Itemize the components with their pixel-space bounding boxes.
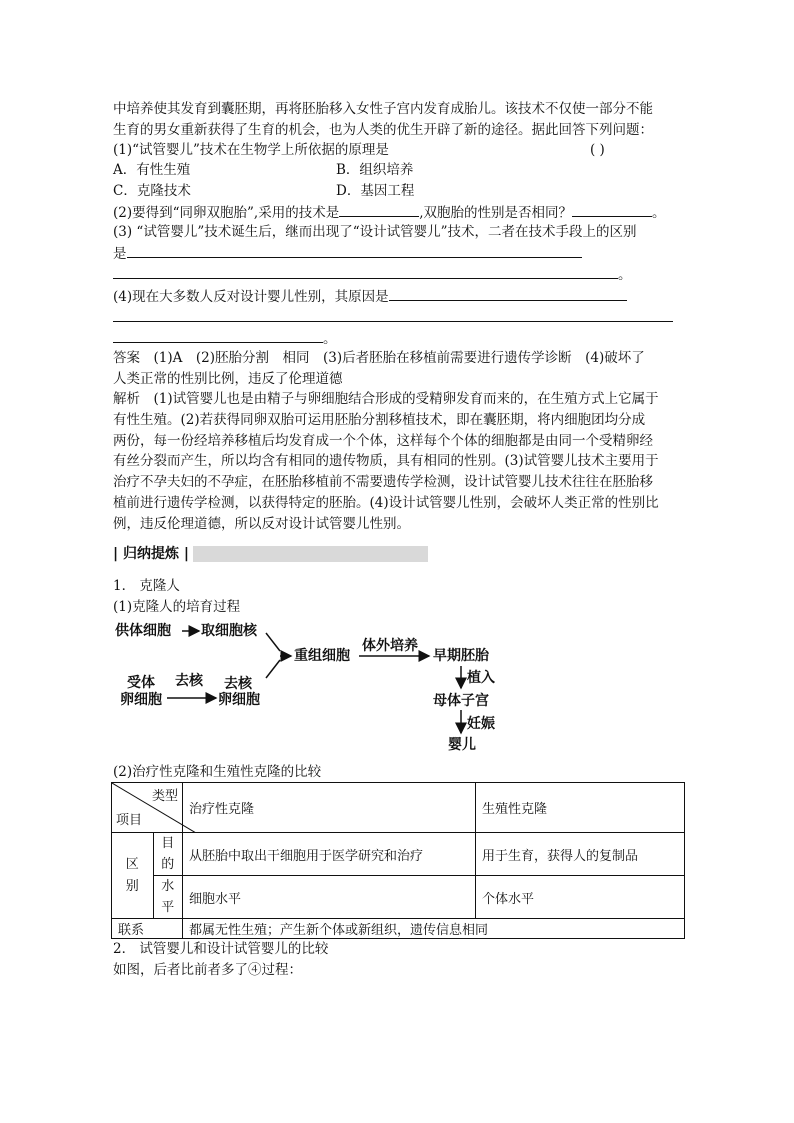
pregnancy-label: 妊娠 (467, 716, 495, 732)
table-diff-label (112, 833, 154, 919)
analysis-line-2: 有性生殖。(2)若获得同卵双胎可运用胚胎分割移植技术，即在囊胚期，将内细胞团均分成 (113, 412, 646, 428)
item-1-sub-2: (2)治疗性克隆和生殖性克隆的比较 (113, 764, 322, 780)
answer-blank[interactable] (389, 286, 627, 301)
question-4-end: 。 (323, 331, 337, 347)
table-purpose-text: 目的 (161, 836, 175, 872)
item-2-title: 2． 试管婴儿和设计试管婴儿的比较 (113, 941, 329, 957)
table-header-therapeutic: 治疗性克隆 (183, 783, 476, 833)
question-4 (113, 286, 627, 307)
answer-blank[interactable] (572, 202, 652, 217)
analysis-line-5: 治疗不孕夫妇的不孕症，在胚胎移植前不需要遗传学检测，设计试管婴儿技术往往在胚胎移 (113, 474, 653, 490)
table-corner-cell (112, 783, 183, 833)
enucleated-egg-label-2: 卵细胞 (218, 692, 260, 708)
maternal-uterus-label: 母体子宫 (433, 693, 489, 709)
table-row (112, 919, 685, 939)
option-a: A．有性生殖 (113, 162, 191, 178)
early-embryo-label: 早期胚胎 (433, 648, 489, 664)
table-header-reproductive: 生殖性克隆 (476, 783, 685, 833)
answer-blank[interactable] (127, 243, 582, 258)
option-b: B．组织培养 (336, 162, 414, 178)
question-2-end: 。 (652, 205, 666, 221)
table-level-therapeutic: 细胞水平 (183, 876, 476, 919)
analysis-line-4: 有丝分裂而产生，所以均含有相同的遗传物质，具有相同的性别。(3)试管婴儿技术主要用于 (113, 453, 659, 469)
answer-blank[interactable] (113, 307, 673, 322)
table-purpose-therapeutic: 从胚胎中取出干细胞用于医学研究和治疗 (183, 833, 476, 876)
question-2-part-2: ,双胞胎的性别是否相同？ (419, 205, 573, 221)
table-diff-text: 区别 (125, 856, 139, 894)
enucleated-egg-label-1: 去核 (224, 676, 252, 692)
question-3-line-1: (3) “试管婴儿”技术诞生后，继而出现了“设计试管婴儿”技术，二者在技术手段上的区别 (113, 224, 637, 240)
cloning-process-diagram (113, 620, 513, 760)
section-title: | 归纳提炼 | (113, 544, 193, 564)
question-3-line-2 (113, 243, 582, 264)
table-header-type: 类型 (151, 789, 178, 804)
intro-line-1: 中培养使其发育到囊胚期，再将胚胎移入女性子宫内发育成胎儿。该技术不仅使一部分不能 (113, 101, 653, 117)
analysis-line-3: 两份，每一份经培养移植后均发育成一个个体，这样每个个体的细胞都是由同一个受精卵经 (113, 433, 653, 449)
table-level-text: 水平 (161, 879, 175, 915)
question-2-part-1: (2)要得到“同卵双胞胎”,采用的技术是 (113, 205, 340, 221)
table-relation-text: 都属无性生殖；产生新个体或新组织，遗传信息相同 (183, 919, 685, 939)
answer-blank[interactable] (339, 202, 419, 217)
question-3-end: 。 (618, 267, 632, 283)
item-1-sub-1: (1)克隆人的培育过程 (113, 599, 241, 615)
recipient-egg-label-1: 受体 (127, 675, 155, 691)
table-level-reproductive: 个体水平 (476, 876, 685, 919)
table-row (112, 833, 685, 876)
analysis-line-6: 植前进行遗传学检测，以获得特定的胚胎。(4)设计试管婴儿性别，会破坏人类正常的性别比 (113, 495, 659, 511)
recipient-egg-label-2: 卵细胞 (120, 692, 162, 708)
option-d: D．基因工程 (336, 183, 415, 199)
option-c: C．克隆技术 (113, 183, 191, 199)
in-vitro-culture-label: 体外培养 (362, 638, 418, 654)
answer-line-1: 答案 (1)A (2)胚胎分割 相同 (3)后者胚胎在移植前需要进行遗传学诊断 (4)破坏了 (113, 350, 645, 366)
question-2 (113, 202, 666, 223)
donor-cell-label: 供体细胞 (115, 623, 171, 639)
intro-line-2: 生育的男女重新获得了生育的机会，也为人类的优生开辟了新的途径。据此回答下列问题： (113, 122, 653, 138)
question-1-bracket: ( ) (590, 142, 605, 158)
item-1-title: 1． 克隆人 (113, 578, 180, 594)
question-3-shi: 是 (113, 246, 127, 262)
implant-label: 植入 (467, 670, 495, 686)
table-purpose-reproductive: 用于生育，获得人的复制品 (476, 833, 685, 876)
recombined-cell-label: 重组细胞 (294, 648, 350, 664)
question-4-line-3 (113, 328, 337, 349)
question-1-stem: (1)“试管婴儿”技术在生物学上所依据的原理是 (113, 142, 389, 158)
table-relation-label: 联系 (112, 919, 183, 939)
cloning-comparison-table (111, 782, 685, 939)
table-header-row (112, 783, 685, 833)
enucleate-label: 去核 (175, 673, 203, 689)
table-header-item: 项目 (116, 813, 143, 828)
question-3-line-3 (113, 264, 632, 285)
answer-blank[interactable] (113, 328, 323, 343)
answer-blank[interactable] (113, 264, 618, 279)
baby-label: 婴儿 (448, 737, 476, 753)
line-egg-merge (266, 660, 280, 678)
item-2-text: 如图，后者比前者多了④过程： (113, 962, 302, 978)
question-4-stem: (4)现在大多数人反对设计婴儿性别，其原因是 (113, 289, 389, 305)
question-4-line-2 (113, 307, 673, 328)
analysis-line-7: 例，违反伦理道德，所以反对设计试管婴儿性别。 (113, 516, 410, 532)
table-level-label (153, 876, 182, 919)
table-row (112, 876, 685, 919)
table-purpose-label (153, 833, 182, 876)
line-nucleus-merge (266, 633, 280, 651)
take-nucleus-label: 取细胞核 (201, 623, 257, 639)
analysis-line-1: 解析 (1)试管婴儿也是由精子与卵细胞结合形成的受精卵发育而来的，在生殖方式上它属于 (113, 391, 659, 407)
answer-line-2: 人类正常的性别比例，违反了伦理道德 (113, 371, 343, 387)
